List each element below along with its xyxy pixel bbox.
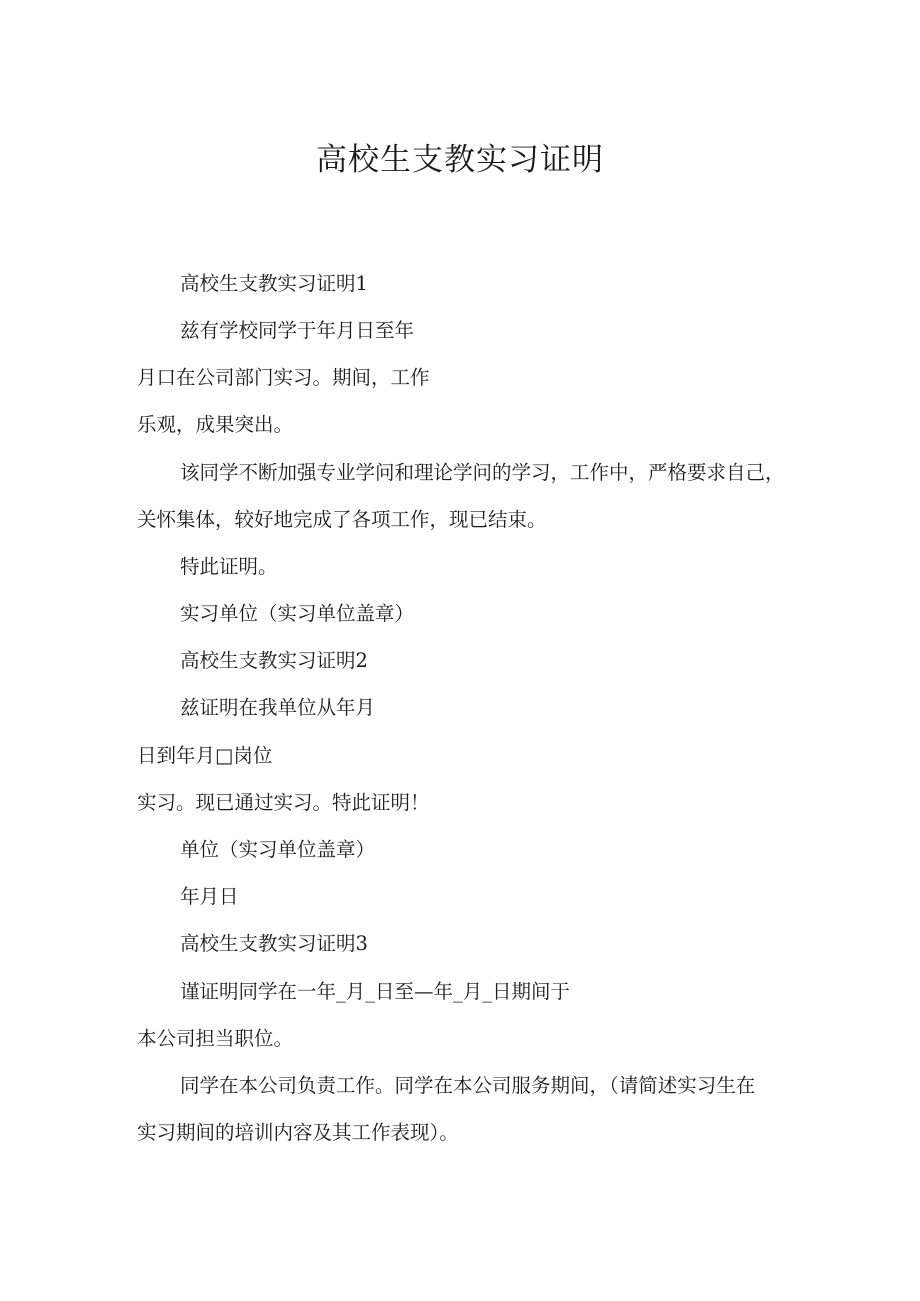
paragraph-line: 本公司担当职位。 — [137, 1027, 294, 1050]
date-line: 年月日 — [180, 885, 239, 908]
section-heading-1: 高校生支教实习证明1 — [180, 272, 368, 295]
paragraph-line: 实习。现已通过实习。特此证明！ — [137, 791, 430, 814]
section-heading-3: 高校生支教实习证明3 — [180, 932, 368, 955]
signature-line: 实习单位（实习单位盖章） — [180, 602, 415, 625]
paragraph-line: 日到年月□岗位 — [137, 744, 273, 767]
paragraph-line: 兹有学校同学于年月日至年 — [180, 319, 415, 342]
paragraph-line: 同学在本公司负责工作。同学在本公司服务期间，（请简述实习生在 — [180, 1074, 756, 1097]
paragraph-line: 谨证明同学在一年_月_日至—年_月_日期间于 — [180, 980, 571, 1003]
paragraph-line: 兹证明在我单位从年月 — [180, 696, 376, 719]
signature-line: 单位（实习单位盖章） — [180, 838, 376, 861]
paragraph-line: 月口在公司部门实习。期间，工作 — [137, 366, 430, 389]
paragraph-line: 该同学不断加强专业学问和理论学问的学习，工作中，严格要求自己， — [180, 461, 785, 484]
paragraph-line: 实习期间的培训内容及其工作表现）。 — [137, 1121, 459, 1144]
paragraph-line: 特此证明。 — [180, 555, 278, 578]
document-title: 高校生支教实习证明 — [316, 142, 604, 178]
section-heading-2: 高校生支教实习证明2 — [180, 649, 368, 672]
paragraph-line: 乐观，成果突出。 — [137, 413, 294, 436]
paragraph-line: 关怀集体，较好地完成了各项工作，现已结束。 — [137, 508, 547, 531]
